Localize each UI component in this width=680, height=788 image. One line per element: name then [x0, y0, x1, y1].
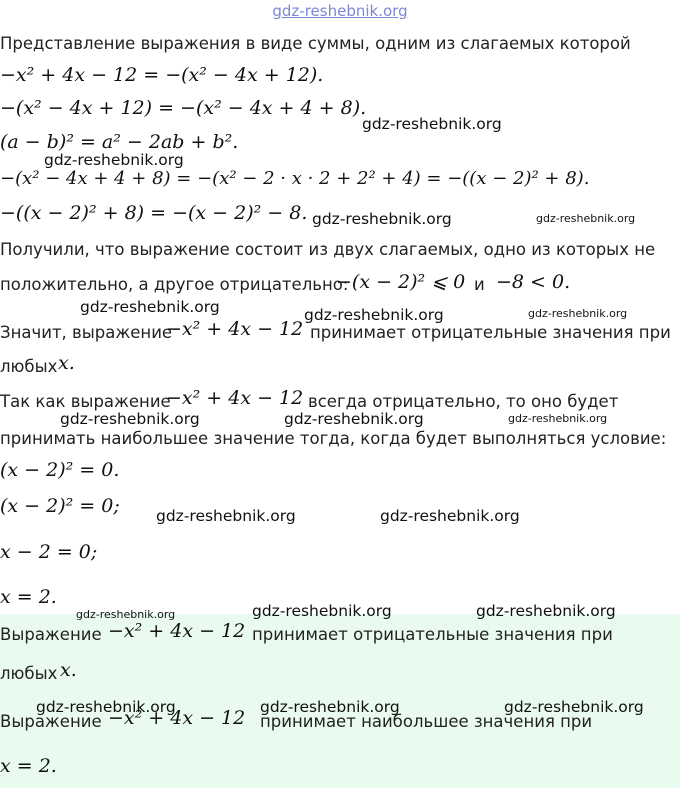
answer-text: принимает наибольшее значения при — [260, 712, 593, 731]
watermark: gdz-reshebnik.org — [362, 115, 502, 133]
math-inline: −x² + 4x − 12 — [166, 387, 304, 409]
watermark: gdz-reshebnik.org — [476, 602, 616, 620]
watermark: gdz-reshebnik.org — [44, 151, 184, 169]
math-line: −(x² − 4x + 4 + 8) = −(x² − 2 · x · 2 + 2² + 4) = −((x − 2)² + 8). — [0, 168, 590, 189]
watermark: gdz-reshebnik.org — [156, 507, 296, 525]
math-inline: x. — [60, 659, 77, 681]
answer-text: Выражение — [0, 625, 102, 644]
math-inline: −x² + 4x − 12 — [108, 707, 246, 729]
math-line: (x − 2)² = 0. — [0, 459, 120, 481]
text-line: Представление выражения в виде суммы, одним из слагаемых которой — [0, 34, 631, 53]
math-inline: −x² + 4x − 12 — [108, 620, 246, 642]
math-line: −x² + 4x − 12 = −(x² − 4x + 12). — [0, 64, 324, 86]
watermark: gdz-reshebnik.org — [252, 602, 392, 620]
math-line: x − 2 = 0; — [0, 541, 98, 563]
math-line: (x − 2)² = 0; — [0, 495, 120, 517]
watermark: gdz-reshebnik.org — [508, 412, 608, 425]
watermark: gdz-reshebnik.org — [36, 698, 176, 716]
watermark: gdz-reshebnik.org — [260, 698, 400, 716]
text-line: и — [474, 275, 485, 294]
math-inline: −8 < 0. — [496, 271, 571, 293]
answer-text: Выражение — [0, 712, 102, 731]
watermark: gdz-reshebnik.org — [80, 298, 220, 316]
text-line: Получили, что выражение состоит из двух слагаемых, одно из которых не — [0, 240, 656, 259]
math-line: −((x − 2)² + 8) = −(x − 2)² − 8. — [0, 202, 308, 224]
math-line: x = 2. — [0, 586, 57, 608]
text-line: принимать наибольшее значение тогда, когда будет выполняться условие: — [0, 429, 667, 448]
watermark: gdz-reshebnik.org — [504, 698, 644, 716]
watermark: gdz-reshebnik.org — [284, 410, 424, 428]
watermark: gdz-reshebnik.org — [536, 212, 636, 225]
math-inline: x. — [58, 352, 75, 374]
watermark: gdz-reshebnik.org — [304, 306, 444, 324]
watermark: gdz-reshebnik.org — [60, 410, 200, 428]
text-line: Значит, выражение — [0, 323, 173, 342]
answer-math: x = 2. — [0, 755, 57, 777]
watermark: gdz-reshebnik.org — [528, 307, 628, 320]
text-line: любых — [0, 357, 58, 376]
text-line: Так как выражение — [0, 392, 171, 411]
math-inline: −(x − 2)² ⩽ 0 — [336, 271, 466, 293]
answer-text: любых — [0, 664, 58, 683]
answer-text: принимает отрицательные значения при — [252, 625, 613, 644]
site-link[interactable]: gdz-reshebnik.org — [272, 2, 408, 20]
watermark: gdz-reshebnik.org — [76, 608, 176, 621]
text-line: положительно, а другое отрицательно: — [0, 275, 349, 294]
text-line: принимает отрицательные значения при — [310, 323, 671, 342]
math-line: −(x² − 4x + 12) = −(x² − 4x + 4 + 8). — [0, 97, 367, 119]
watermark: gdz-reshebnik.org — [380, 507, 520, 525]
math-line: (a − b)² = a² − 2ab + b². — [0, 131, 239, 153]
text-line: всегда отрицательно, то оно будет — [308, 392, 619, 411]
watermark: gdz-reshebnik.org — [312, 210, 452, 228]
math-inline: −x² + 4x − 12 — [166, 318, 304, 340]
